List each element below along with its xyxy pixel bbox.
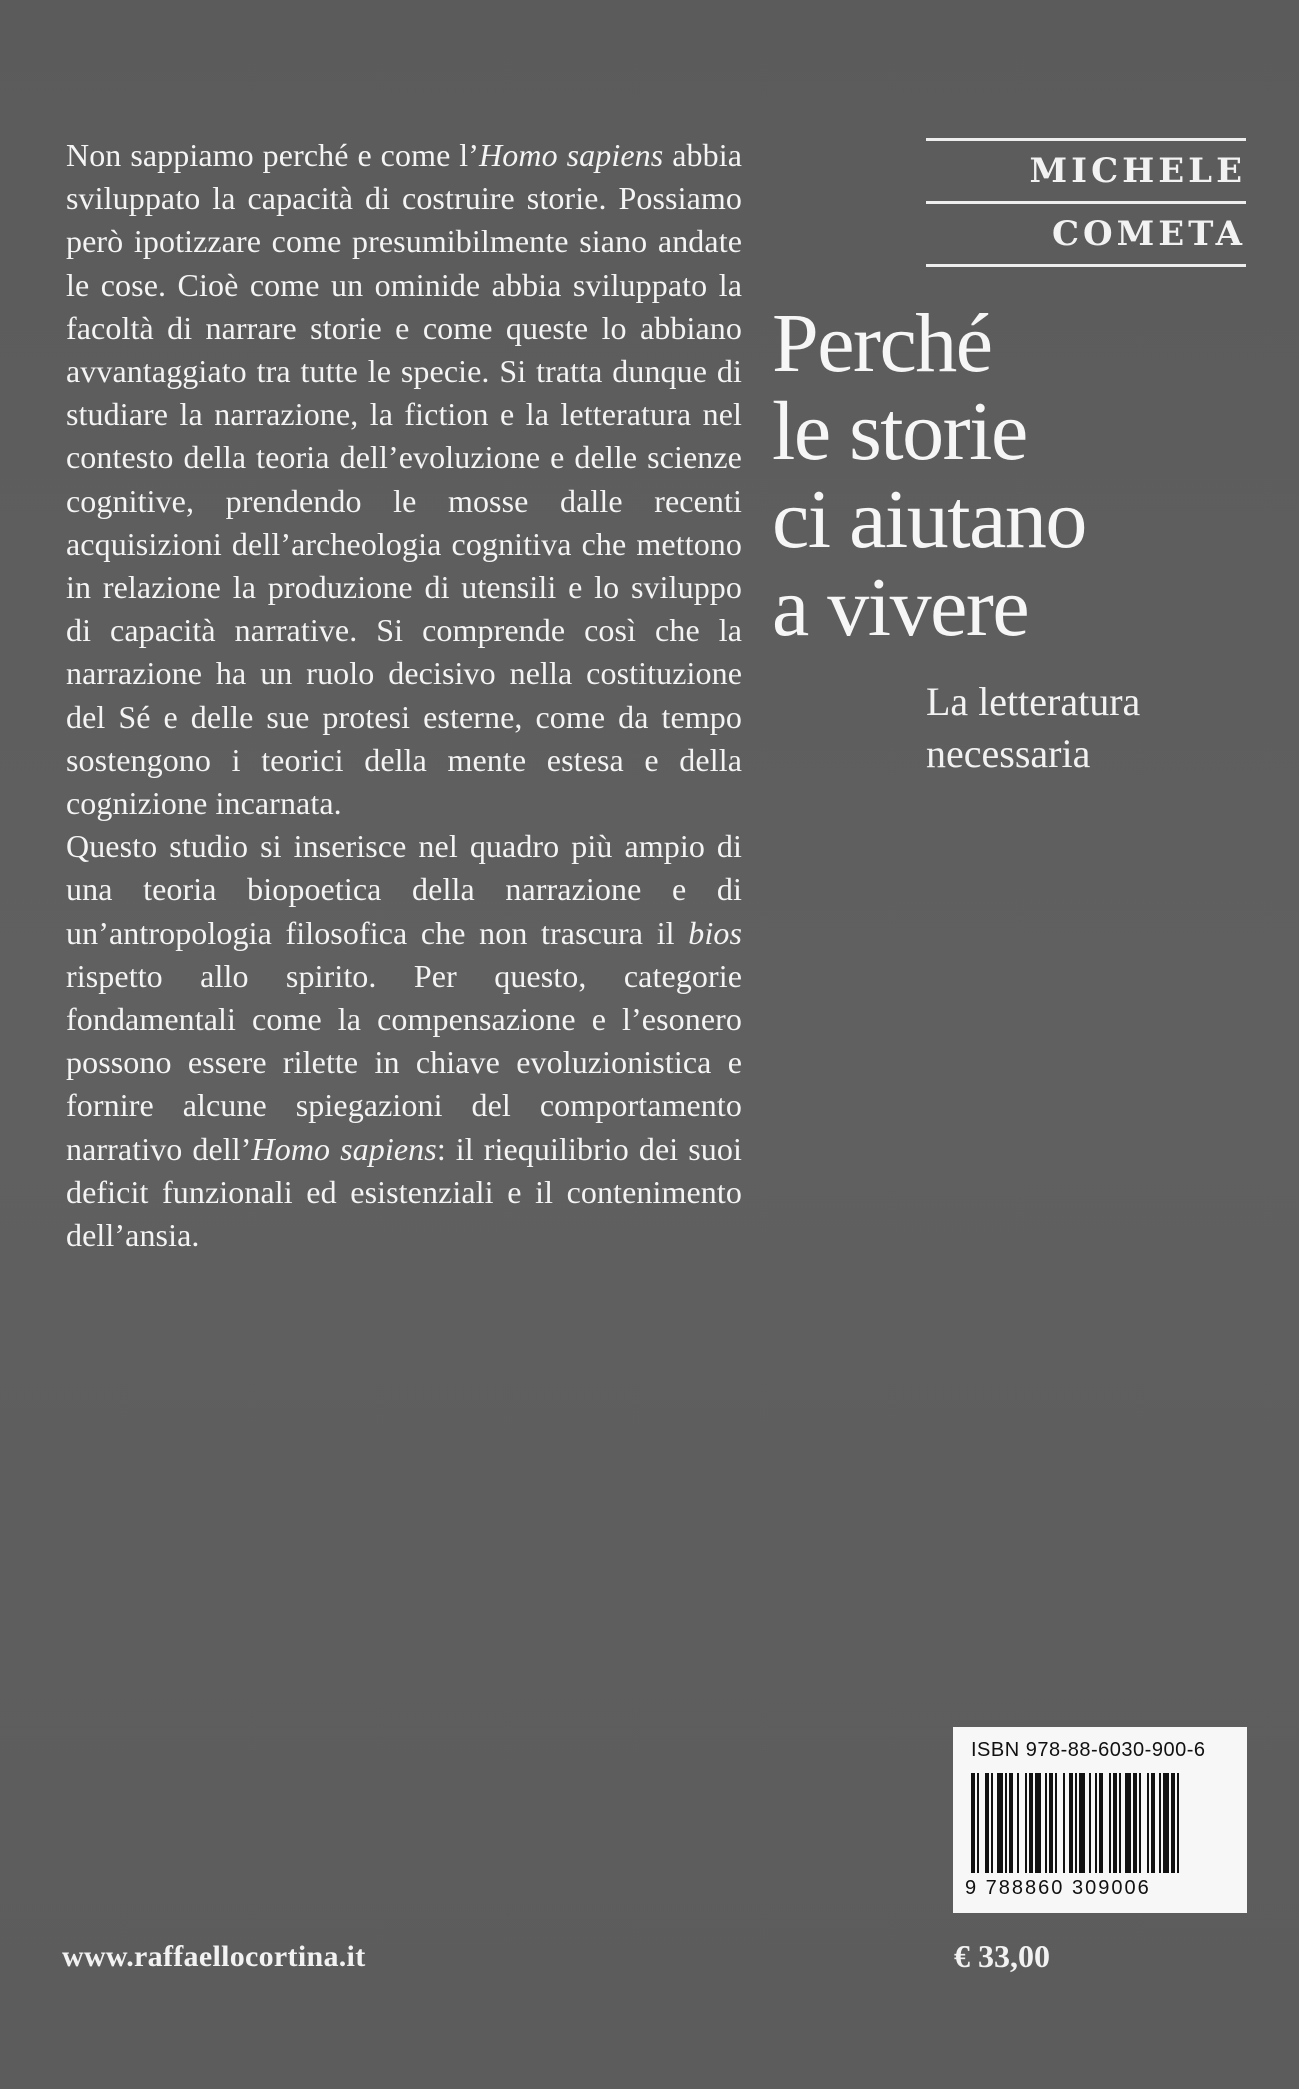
- barcode-bar: [1089, 1773, 1091, 1873]
- price: € 33,00: [954, 1938, 1050, 1974]
- barcode-bar: [1099, 1773, 1103, 1873]
- subtitle-line: La letteratura: [926, 679, 1141, 724]
- publisher-website: www.raffaellocortina.it: [62, 1940, 366, 1973]
- author-first-name: MICHELE: [1029, 151, 1246, 191]
- blurb-italic-span: Homo sapiens: [251, 1130, 437, 1167]
- title-line: ci aiutano: [772, 473, 1086, 566]
- barcode-bar: [1151, 1773, 1155, 1873]
- isbn-number: ISBN 978-88-6030-900-6: [971, 1739, 1206, 1761]
- book-subtitle: [926, 676, 1256, 780]
- book-title: [772, 297, 1272, 654]
- barcode-bar: [1035, 1773, 1041, 1873]
- title-line: a vivere: [772, 561, 1029, 654]
- barcode-bar: [1125, 1773, 1131, 1873]
- blurb-text-span: abbia sviluppato la capacità di costruire storie. Possiamo però ipotizzare come presumibilmente siano andate le cose. Cioè come un ominide abbia sviluppato la facoltà di narrare storie e come queste lo abbiano avvantaggiato tra tutte le specie. Si tratta dunque di studiare la narrazione, la fiction e la letteratura nel contesto della teoria dell’evoluzione e delle scienze cognitive, prendendo le mosse dalle recenti acquisizioni dell’archeologia cognitiva che mettono in relazione la produzione di utensili e lo sviluppo di capacità narrative. Si comprende così che la narrazione ha un ruolo decisivo nella costituzione del Sé e delle sue protesi esterne, come da tempo sostengono i teorici della mente estesa e della cognizione incarnata.: [66, 137, 742, 822]
- barcode-bar: [977, 1773, 979, 1873]
- author-last-name: COMETA: [1051, 214, 1246, 254]
- blurb-text-span: : il riequilibrio dei suoi deficit funzionali ed esistenziali e il contenimento dell’ansia.: [66, 1130, 742, 1254]
- barcode-bar: [1133, 1773, 1137, 1873]
- barcode-bar: [1159, 1773, 1161, 1873]
- isbn-barcode-label: [953, 1727, 1247, 1913]
- barcode-bar: [1119, 1773, 1121, 1873]
- blurb-text-span: Questo studio si inserisce nel quadro più ampio di una teoria biopoetica della narrazione e di un’antropologia filosofica che non trascura il: [66, 828, 742, 951]
- barcode-bar: [1079, 1773, 1085, 1873]
- barcode-bar: [1147, 1773, 1149, 1873]
- barcode-bar: [1063, 1773, 1065, 1873]
- barcode-bar: [1017, 1773, 1019, 1873]
- barcode-bar: [1045, 1773, 1047, 1873]
- barcode-bar: [1075, 1773, 1077, 1873]
- barcode-bar: [991, 1773, 993, 1873]
- barcode-bar: [1109, 1773, 1111, 1873]
- barcode-bar: [1139, 1773, 1141, 1873]
- title-line: Perché: [772, 297, 992, 390]
- barcode-bar: [1055, 1773, 1057, 1873]
- author-rule-bottom: [926, 264, 1246, 267]
- barcode-bar: [1163, 1773, 1169, 1873]
- blurb-italic-span: Homo sapiens: [479, 137, 664, 173]
- blurb-paragraph-2: [66, 825, 742, 1257]
- barcode-bar: [1095, 1773, 1097, 1873]
- blurb-text-span: Non sappiamo perché e come l’: [66, 137, 480, 173]
- barcode-bar: [997, 1773, 1003, 1873]
- blurb-text-span: rispetto allo spirito. Per questo, categorie fondamentali come la compensazione e l’esonero possono essere rilette in chiave evoluzionistica e fornire alcune spiegazioni del comportamento narrativo dell’: [66, 957, 742, 1167]
- barcode-icon: [967, 1773, 1233, 1875]
- title-line: le storie: [772, 385, 1027, 478]
- barcode-bar: [1069, 1773, 1073, 1873]
- ean-digits: 9 788860 309006: [965, 1877, 1151, 1899]
- blurb-text: [66, 134, 742, 1257]
- blurb-paragraph-1: [66, 134, 742, 825]
- barcode-bar: [1009, 1773, 1013, 1873]
- barcode-bar: [1049, 1773, 1053, 1873]
- barcode-bar: [1029, 1773, 1033, 1873]
- barcode-bar: [1113, 1773, 1117, 1873]
- barcode-bar: [1005, 1773, 1007, 1873]
- barcode-bar: [985, 1773, 989, 1873]
- barcode-bar: [1177, 1773, 1179, 1873]
- author-block: [926, 138, 1246, 267]
- barcode-bar: [1025, 1773, 1027, 1873]
- barcode-bar: [971, 1773, 975, 1873]
- barcode-bar: [1171, 1773, 1175, 1873]
- subtitle-line: necessaria: [926, 731, 1091, 776]
- blurb-italic-span: bios: [688, 914, 742, 951]
